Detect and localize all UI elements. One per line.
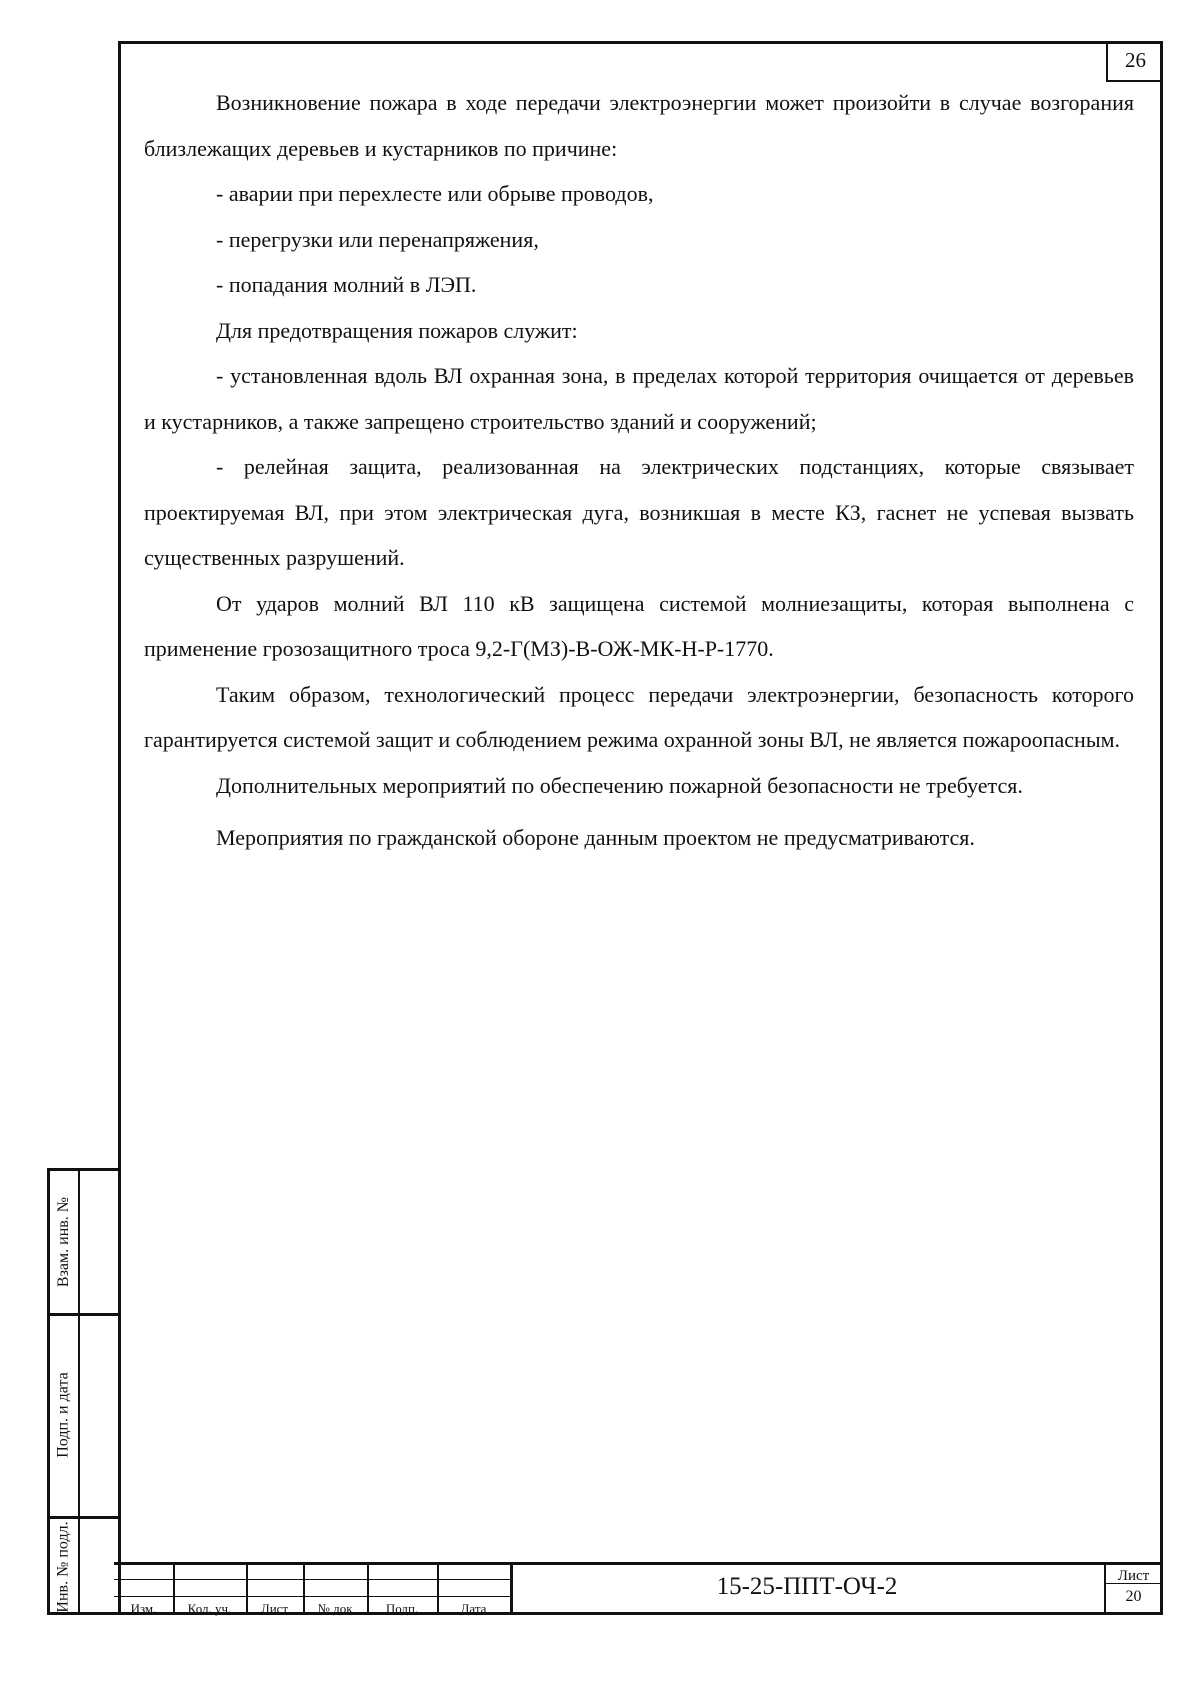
side-stamp-podp: Подп. и дата: [55, 1371, 73, 1458]
side-stamp: [47, 1168, 120, 1615]
paragraph: Таким образом, технологический процесс передачи электроэнергии, безопасность которого гарантируется системой защит и соблюдением режима охранной зоны ВЛ, не является пожароопасным.: [144, 681, 1134, 752]
title-block-column: Дата: [460, 1601, 487, 1616]
title-block-column: Кол. уч.: [187, 1601, 232, 1616]
paragraph: - установленная вдоль ВЛ охранная зона, в пределах которой территория очищается от деревьев и кустарников, а также запрещено строительство зданий и сооружений;: [144, 363, 1134, 434]
page-number: 26: [1106, 41, 1163, 82]
side-stamp-inv: Инв. № подл.: [55, 1521, 73, 1613]
title-block-divider: [114, 1579, 510, 1580]
body-text: [144, 80, 1134, 861]
title-block-column: № док: [317, 1601, 353, 1616]
title-block-column: Подп.: [385, 1601, 419, 1616]
paragraph: Для предотвращения пожаров служит:: [216, 317, 578, 343]
paragraph: Дополнительных мероприятий по обеспечению пожарной безопасности не требуется.: [216, 772, 1023, 798]
paragraph: - аварии при перехлесте или обрыве проводов,: [216, 181, 654, 206]
side-stamp-vzam: Взам. инв. №: [55, 1196, 73, 1288]
title-block-column: Лист: [260, 1601, 289, 1616]
title-block-divider: [114, 1596, 510, 1597]
document-code: 15-25-ППТ-ОЧ-2: [716, 1573, 898, 1600]
side-stamp-divider: [78, 1171, 80, 1612]
paragraph: - релейная защита, реализованная на электрических подстанциях, которые связывает проектируемая ВЛ, при этом электрическая дуга, возникшая в месте КЗ, гаснет не успевая вызвать существенных разрушений.: [144, 454, 1134, 570]
sheet-label: Лист: [1117, 1568, 1150, 1584]
paragraph: От ударов молний ВЛ 110 кВ защищена системой молниезащиты, которая выполнена с применение грозозащитного троса 9,2-Г(МЗ)-В-ОЖ-МК-Н-Р-1770.: [144, 590, 1134, 661]
paragraph: Мероприятия по гражданской обороне данным проектом не предусматриваются.: [216, 825, 975, 850]
paragraph: Возникновение пожара в ходе передачи электроэнергии может произойти в случае возгорания близлежащих деревьев и кустарников по причине:: [144, 90, 1134, 161]
title-block-column: Изм.: [130, 1601, 157, 1616]
paragraph: - перегрузки или перенапряжения,: [216, 226, 539, 252]
title-block: [114, 1562, 1163, 1615]
paragraph: - попадания молний в ЛЭП.: [216, 272, 477, 297]
sheet-number: 20: [1125, 1588, 1142, 1605]
